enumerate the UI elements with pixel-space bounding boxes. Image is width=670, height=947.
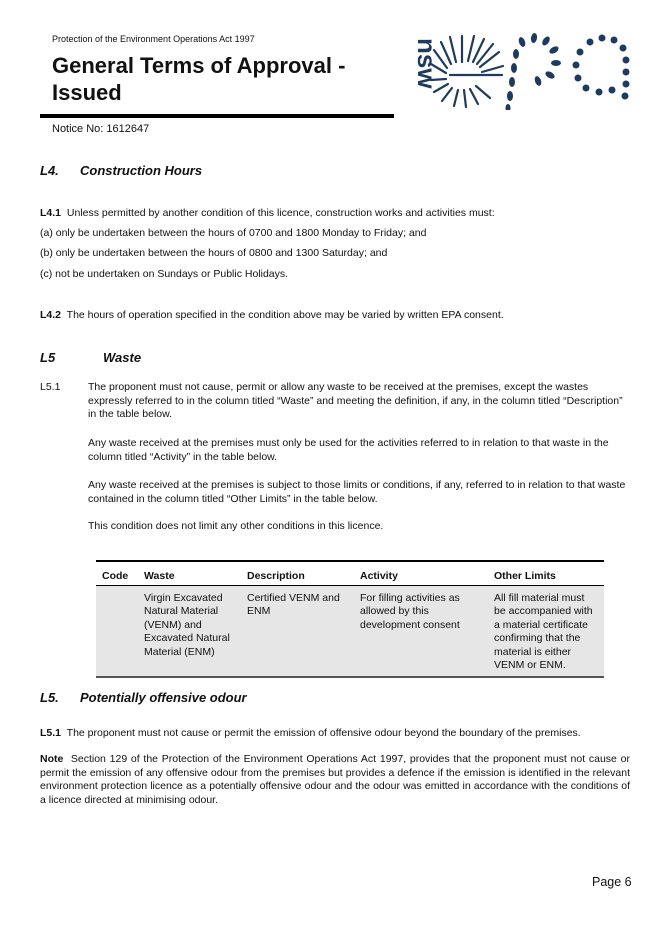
item-l4-c: (c) not be undertaken on Sundays or Public Holidays.: [40, 268, 289, 280]
table-row: [96, 585, 604, 677]
note-label: Note: [40, 753, 64, 765]
para-l5-1-number: L5.1: [40, 381, 61, 393]
note-text: Section 129 of the Protection of the Environment Operations Act 1997, provides that the proponent must not cause or permit the emission of any offensive odour from the premises but provides a defence if the emission is identified in the relevant environment protection licence as a potentially offensive odour and the odour was emitted in accordance with the conditions of a licence directed at minimising odour.: [40, 753, 630, 806]
cell-description: Certified VENM and ENM: [247, 591, 340, 617]
notice-number: Notice No: 1612647: [52, 123, 150, 135]
item-l4-a: (a) only be undertaken between the hours of 0700 and 1800 Monday to Friday; and: [40, 227, 427, 239]
section-odour-number: L5.: [40, 690, 59, 705]
para-l5-2-text: Any waste received at the premises must only be used for the activities referred to in relation to that waste in the column titled “Activity” in the table below.: [88, 437, 609, 463]
nsw-logo-text: nsw: [412, 38, 442, 89]
item-l4-b: (b) only be undertaken between the hours of 0800 and 1300 Saturday; and: [40, 247, 388, 259]
section-l4-title: Construction Hours: [80, 163, 203, 178]
page-title: General Terms of Approval - Issued: [52, 53, 346, 105]
title-rule: [40, 114, 394, 118]
col-other-limits: Other Limits: [488, 561, 604, 585]
section-l4-number: L4.: [40, 163, 59, 178]
table-header-row: [96, 561, 604, 585]
cell-other-limits: All fill material must be accompanied with a material certificate confirming that the material is either VENM or ENM.: [494, 591, 593, 671]
para-odour-1-number: L5.1: [40, 727, 62, 739]
para-l4-2-text: The hours of operation specified in the condition above may be varied by written EPA consent.: [66, 309, 504, 321]
logo-p-shape: [506, 33, 562, 110]
col-description: Description: [241, 561, 354, 585]
col-code: Code: [96, 561, 138, 585]
section-l4-heading: [40, 163, 202, 178]
para-l4-1: [40, 207, 640, 221]
col-waste: Waste: [138, 561, 241, 585]
para-l4-2: [40, 309, 640, 323]
para-odour-1-text: The proponent must not cause or permit the emission of offensive odour beyond the boundary of the premises.: [66, 727, 581, 739]
para-l5-1-text: The proponent must not cause, permit or allow any waste to be received at the premises, except the wastes expressly referred to in the column titled “Waste” and meeting the definition, if any, in the column titled “Description” in the table below.: [88, 381, 623, 420]
note-paragraph: [40, 753, 630, 807]
para-odour-1: [40, 727, 640, 741]
cell-waste: Virgin Excavated Natural Material (VENM) and Excavated Natural Material (ENM): [144, 591, 230, 658]
logo-a-dots: [573, 35, 630, 100]
act-title: Protection of the Environment Operations Act 1997: [52, 34, 255, 44]
section-odour-heading: [40, 690, 247, 705]
cell-code: [96, 585, 138, 677]
nsw-epa-logo: [404, 28, 636, 110]
cell-activity: For filling activities as allowed by this development consent: [360, 591, 460, 631]
section-l5-title: Waste: [103, 350, 142, 365]
para-l5-4-text: This condition does not limit any other conditions in this licence.: [88, 520, 384, 532]
para-l4-2-number: L4.2: [40, 309, 62, 321]
section-odour-title: Potentially offensive odour: [80, 690, 247, 705]
para-l4-1-number: L4.1: [40, 207, 62, 219]
para-l5-3-text: Any waste received at the premises is subject to those limits or conditions, if any, referred to in relation to that waste contained in the column titled “Other Limits” in the table below.: [88, 479, 626, 505]
section-l5-number: L5: [40, 350, 56, 365]
waste-table: [96, 560, 604, 678]
epa-logo-mark: [404, 28, 636, 110]
col-activity: Activity: [354, 561, 488, 585]
section-l5-heading: [40, 350, 141, 365]
para-l4-1-text: Unless permitted by another condition of this licence, construction works and activities must:: [66, 207, 495, 219]
page-number: Page 6: [592, 875, 632, 889]
